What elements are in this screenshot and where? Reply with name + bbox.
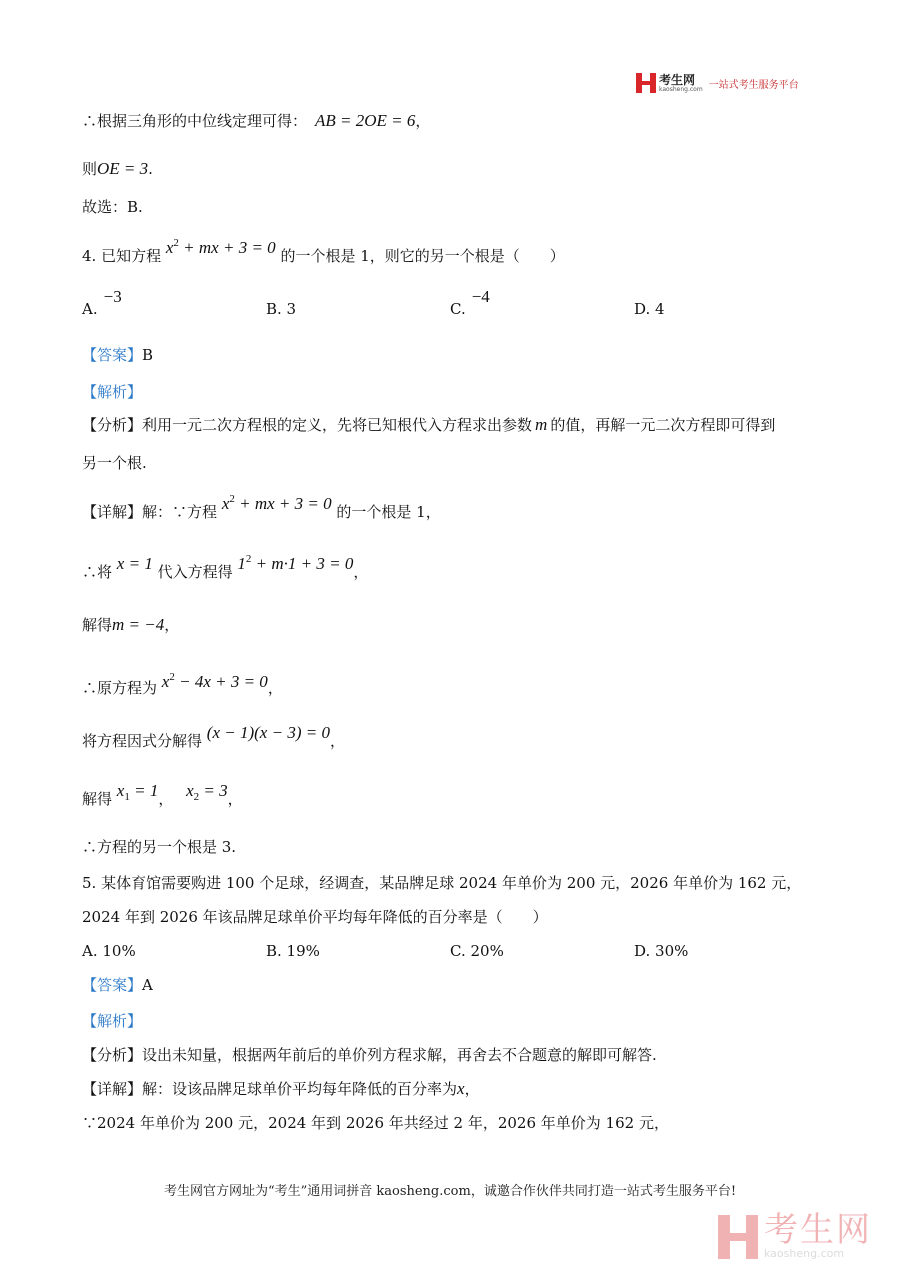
q4-detail-4: ∴原方程为 $x^2 - 4x + 3 = 0$， <box>82 671 283 697</box>
q4-detail-3: 解得m = −4， <box>82 615 180 634</box>
q5-analysis-label: 【解析】 <box>82 1012 143 1030</box>
line-choose: 故选：B. <box>82 198 143 216</box>
header-logo <box>636 72 799 94</box>
q4-detail-1: 【详解】解：∵方程 $x^2$ + mx + 3 = 0 的一个根是 1， <box>82 493 441 521</box>
page-footer: 考生网官方网址为“考生”通用词拼音 kaosheng.com，诚邀合作伙伴共同打造一站式考生服务平台! <box>163 1184 737 1199</box>
q5-stem-2: 2024 年到 2026 年该品牌足球单价平均每年降低的百分率是（ ） <box>82 908 548 926</box>
logo-icon <box>636 73 656 93</box>
line-oe: 则OE = 3. <box>82 159 153 178</box>
q4-option-c: C.−4 <box>450 287 490 318</box>
watermark-logo-icon <box>718 1215 758 1259</box>
q4-analysis-label: 【解析】 <box>82 383 143 401</box>
line-median-theorem: ∴根据三角形的中位线定理可得： AB = 2OE = 6， <box>82 111 431 130</box>
q5-fenxi: 【分析】设出未知量，根据两年前后的单价列方程求解，再舍去不合题意的解即可解答. <box>82 1046 657 1064</box>
q4-detail-6: 解得 $x_1 = 1$， $x_2 = 3$， <box>82 781 243 808</box>
q4-detail-5: 将方程因式分解得 (x − 1)(x − 3) = 0， <box>82 723 345 750</box>
q4-option-d: D. 4 <box>634 300 665 318</box>
q5-detail-2: ∵2024 年单价为 200 元，2024 年到 2026 年共经过 2 年，2026 年单价为 162 元， <box>82 1114 669 1132</box>
watermark <box>718 1210 872 1260</box>
q4-detail-2: ∴将 x = 1 代入方程得 $1^2 + m\cdot 1 + 3 = 0$， <box>82 553 369 581</box>
logo-domain: kaosheng.com <box>659 85 703 93</box>
q4-option-a: A.−3 <box>82 287 122 318</box>
q5-detail-1: 【详解】解：设该品牌足球单价平均每年降低的百分率为x， <box>82 1079 480 1098</box>
q4-fenxi: 【分析】利用一元二次方程根的定义，先将已知根代入方程求出参数 m 的值，再解一元二次方程即可得到 <box>82 415 776 434</box>
watermark-name: 考生网 <box>764 1210 872 1250</box>
q4-detail-7: ∴方程的另一个根是 3. <box>82 838 237 856</box>
q5-option-b: B. 19% <box>266 942 320 960</box>
q5-option-d: D. 30% <box>634 942 689 960</box>
q5-option-a: A. 10% <box>82 942 136 960</box>
q4-answer: 【答案】B <box>82 346 154 364</box>
q5-stem-1: 5. 某体育馆需要购进 100 个足球，经调查，某品牌足球 2024 年单价为 200 元，2026 年单价为 162 元， <box>82 874 802 892</box>
logo-name: 考生网 <box>659 72 696 87</box>
q4-stem: 4. 已知方程 $x^2$ + mx + 3 = 0 的一个根是 1，则它的另一个根是（ ） <box>82 237 565 265</box>
q4-fenxi-cont: 另一个根. <box>82 454 147 472</box>
q5-option-c: C. 20% <box>450 942 504 960</box>
q4-option-b: B. 3 <box>266 300 297 318</box>
q5-answer: 【答案】A <box>82 976 153 994</box>
logo-slogan: 一站式考生服务平台 <box>708 79 799 91</box>
watermark-domain: kaosheng.com <box>764 1247 845 1260</box>
